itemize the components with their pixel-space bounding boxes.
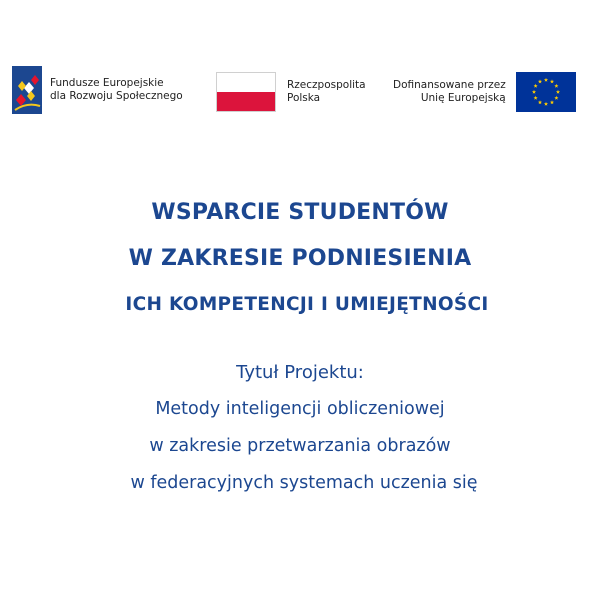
logo-bar xyxy=(0,66,600,122)
pl-logo-line2: Polska xyxy=(287,92,321,104)
eu-logo-text xyxy=(393,79,506,105)
pl-logo-line1: Rzeczpospolita xyxy=(287,79,366,91)
fundusze-europejskie-logo xyxy=(12,66,183,114)
fe-stars-icon xyxy=(12,66,42,114)
project-info xyxy=(0,354,600,502)
eu-flag-icon xyxy=(516,72,576,112)
project-label: Tytuł Projektu: xyxy=(236,362,364,383)
fe-logo-text xyxy=(50,77,183,103)
headline xyxy=(0,190,600,328)
fe-logo-line2: dla Rozwoju Społecznego xyxy=(50,90,183,102)
headline-line1: WSPARCIE STUDENTÓW xyxy=(151,200,449,225)
headline-line3: ICH KOMPETENCJI I UMIEJĘTNOŚCI xyxy=(125,294,489,315)
pl-logo-text xyxy=(287,79,366,105)
eu-cofunded-logo xyxy=(393,72,576,112)
fe-logo-line1: Fundusze Europejskie xyxy=(50,77,164,89)
rzeczpospolita-logo xyxy=(216,72,366,112)
eu-logo-line1: Dofinansowane przez xyxy=(393,79,506,91)
project-title-line1: Metody inteligencji obliczeniowej xyxy=(155,399,445,419)
polish-flag-icon xyxy=(216,72,276,112)
project-title-line2: w zakresie przetwarzania obrazów xyxy=(149,436,451,456)
headline-line2: W ZAKRESIE PODNIESIENIA xyxy=(128,246,472,271)
project-title-line3: w federacyjnych systemach uczenia się xyxy=(130,473,478,493)
eu-logo-line2: Unię Europejską xyxy=(420,92,506,104)
